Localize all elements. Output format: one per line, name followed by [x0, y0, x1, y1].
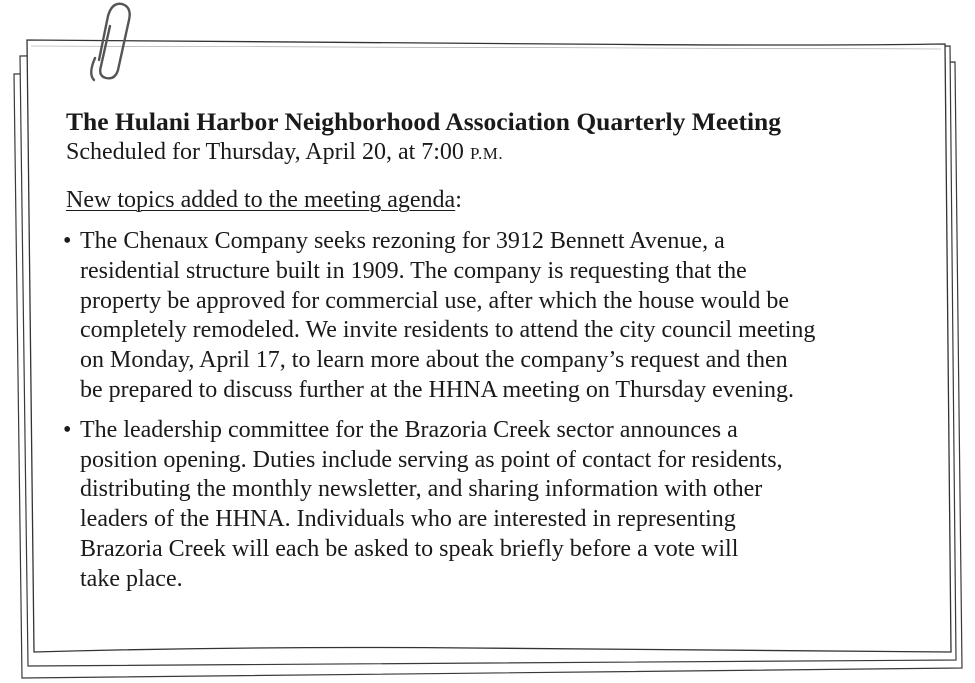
schedule-text: Scheduled for Thursday, April 20, at 7:00 [66, 139, 470, 165]
topic-line: on Monday, April 17, to learn more about the company’s request and then [80, 347, 788, 374]
agenda-heading [66, 185, 946, 215]
topic-line: completely remodeled. We invite residents to attend the city council meeting [80, 317, 816, 344]
topic-line: leaders of the HHNA. Individuals who are interested in representing [80, 506, 736, 533]
bullet-icon: • [63, 416, 72, 443]
bullet-icon: • [63, 228, 72, 254]
topic-line: The Chenaux Company seeks rezoning for 3912 Bennett Avenue, a [80, 228, 725, 254]
agenda-topic-leadership [63, 416, 946, 595]
notice-title: The Hulani Harbor Neighborhood Association Quarterly Meeting [66, 107, 781, 136]
schedule-time-suffix: P.M. [469, 144, 504, 163]
topic-line: The leadership committee for the Brazoria Creek sector announces a [80, 416, 738, 443]
topic-line: property be approved for commercial use, after which the house would be [80, 287, 790, 314]
topic-line: Brazoria Creek will each be asked to speak briefly before a vote will [80, 535, 739, 562]
topic-line: distributing the monthly newsletter, and sharing information with other [80, 476, 763, 503]
topic-line: residential structure built in 1909. The company is requesting that the [80, 257, 747, 284]
topic-line: position opening. Duties include serving as point of contact for residents, [80, 446, 783, 473]
topic-line: be prepared to discuss further at the HHNA meeting on Thursday evening. [80, 376, 795, 403]
topic-line: take place. [80, 565, 183, 592]
notice-content [63, 106, 946, 605]
agenda-heading-colon: : [455, 187, 462, 213]
meeting-schedule [66, 137, 946, 169]
agenda-topic-rezoning [63, 227, 946, 406]
agenda-topic-list [63, 227, 946, 595]
agenda-heading-text: New topics added to the meeting agenda [66, 187, 456, 213]
